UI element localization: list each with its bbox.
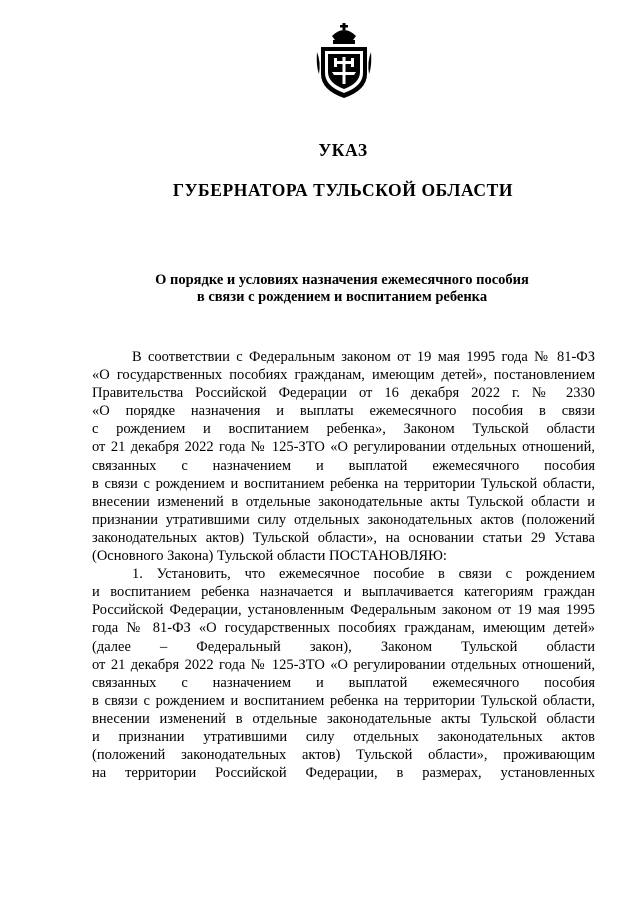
body-line: года № 81-ФЗ «О государственных пособиях гражданам, имеющим детей» [92, 620, 595, 637]
body-line: связанных с назначением и выплатой ежемесячного пособия [92, 457, 595, 474]
document-body [92, 348, 595, 782]
body-line: В соответствии с Федеральным законом от 19 мая 1995 года № 81-ФЗ [132, 349, 595, 365]
body-line: и признании утратившими силу отдельных законодательных актов [92, 728, 595, 745]
body-line: от 21 декабря 2022 года № 125-ЗТО «О регулировании отдельных отношений, [92, 439, 595, 456]
body-line: Правительства Российской Федерации от 16 декабря 2022 г. № 2330 [92, 385, 595, 402]
body-line: «О государственных пособиях гражданам, имеющим детей», постановлением [92, 367, 595, 384]
body-line: 1. Установить, что ежемесячное пособие в связи с рождением [132, 566, 595, 583]
body-line: связанных с назначением и выплатой ежемесячного пособия [92, 674, 595, 691]
body-line: «О порядке назначения и выплаты ежемесячного пособия в связи [92, 403, 595, 420]
document-type: УКАЗ [318, 140, 368, 160]
body-line: признании утратившими силу отдельных законодательных актов (положений [92, 511, 595, 528]
tula-coat-of-arms-icon [315, 22, 373, 100]
body-line: с рождением и воспитанием ребенка», Законом Тульской области [92, 421, 595, 438]
body-line: внесении изменений в отдельные законодательные акты Тульской области [92, 710, 595, 727]
body-line: в связи с рождением и воспитанием ребенка на территории Тульской области, [92, 692, 595, 709]
body-line: (положений законодательных актов) Тульской области», проживающим [92, 747, 595, 764]
body-line: Российской Федерации, установленным Федеральным законом от 19 мая 1995 [92, 602, 595, 619]
body-line: и воспитанием ребенка назначается и выплачивается категориям граждан [92, 584, 595, 601]
body-line: на территории Российской Федерации, в размерах, установленных [92, 765, 595, 782]
body-line: от 21 декабря 2022 года № 125-ЗТО «О регулировании отдельных отношений, [92, 656, 595, 673]
body-line: законодательных актов) Тульской области», на основании статьи 29 Устава [92, 529, 595, 546]
title-line: в связи с рождением и воспитанием ребенка [196, 289, 488, 305]
body-line: (далее – Федеральный закон), Законом Тульской области [92, 638, 595, 655]
body-line: в связи с рождением и воспитанием ребенка на территории Тульской области, [92, 475, 595, 492]
document-issuer: ГУБЕРНАТОРА ТУЛЬСКОЙ ОБЛАСТИ [172, 180, 514, 200]
title-line: О порядке и условиях назначения ежемесячного пособия [155, 272, 529, 288]
body-line: внесении изменений в отдельные законодательные акты Тульской области и [92, 493, 595, 510]
document-title [92, 272, 592, 306]
body-line: (Основного Закона) Тульской области ПОСТАНОВЛЯЮ: [92, 548, 447, 565]
